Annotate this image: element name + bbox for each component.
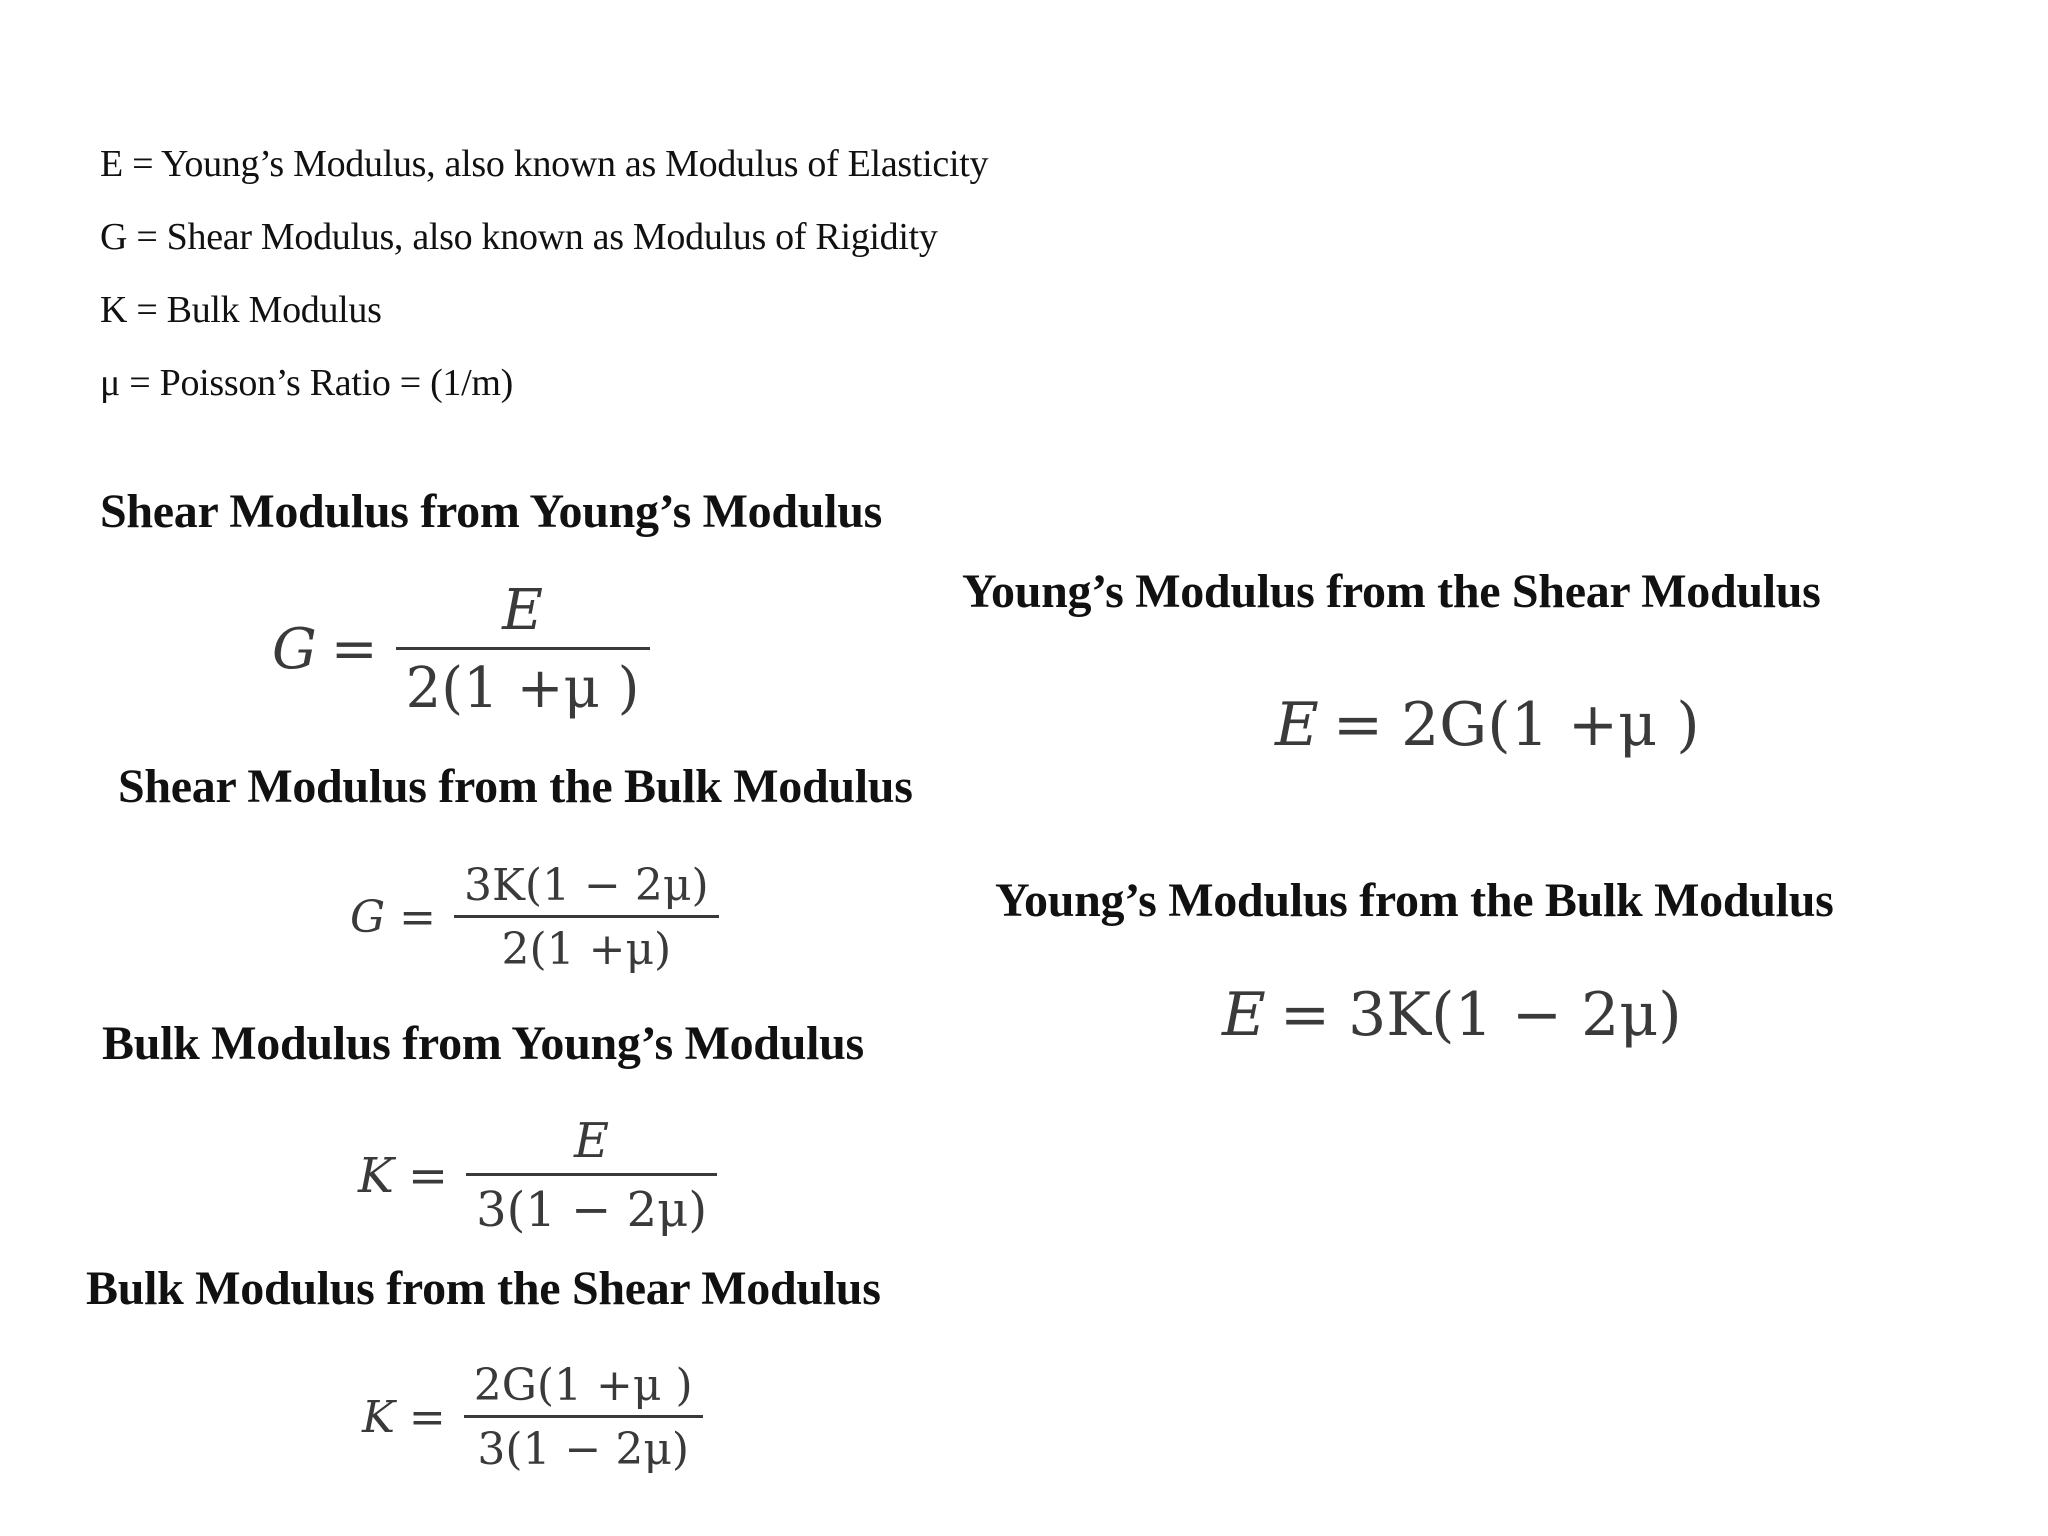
heading-shear-from-bulk: Shear Modulus from the Bulk Modulus [118, 760, 913, 813]
equation-rhs: 2G(1 +μ ) [1401, 690, 1700, 760]
fraction [466, 1113, 717, 1238]
definition-poisson-ratio: μ = Poisson’s Ratio = (1/m) [100, 362, 513, 404]
equation-lhs: G [272, 617, 317, 682]
fraction-bar [466, 1173, 717, 1176]
equation-operator: = [399, 892, 437, 943]
definition-bulk-modulus: K = Bulk Modulus [100, 289, 382, 331]
equation-lhs: K [358, 1147, 394, 1204]
fraction-numerator: 3K(1 − 2μ) [464, 860, 709, 911]
fraction-bar [396, 647, 650, 650]
equation-lhs: E [1222, 980, 1266, 1050]
equation-rhs: 3K(1 − 2μ) [1348, 980, 1682, 1050]
equation-operator: = [408, 1392, 446, 1443]
equation-young-from-bulk [1222, 980, 1682, 1050]
heading-bulk-from-shear: Bulk Modulus from the Shear Modulus [86, 1262, 881, 1315]
heading-young-from-bulk: Young’s Modulus from the Bulk Modulus [995, 874, 1834, 927]
heading-shear-from-young: Shear Modulus from Young’s Modulus [100, 485, 882, 538]
fraction [464, 1360, 703, 1475]
equation-lhs: E [1275, 690, 1319, 760]
definition-shear-modulus: G = Shear Modulus, also known as Modulus of Rigidity [100, 216, 938, 258]
heading-young-from-shear: Young’s Modulus from the Shear Modulus [962, 565, 1821, 618]
fraction-numerator: 2G(1 +μ ) [473, 1360, 693, 1411]
equation-lhs: K [362, 1392, 395, 1443]
fraction-denominator: 3(1 − 2μ) [477, 1424, 690, 1475]
equation-operator: = [1332, 690, 1384, 760]
fraction-numerator: E [574, 1113, 610, 1169]
equation-lhs: G [350, 892, 386, 943]
fraction [396, 578, 650, 721]
fraction-bar [464, 1415, 703, 1418]
heading-bulk-from-young: Bulk Modulus from Young’s Modulus [102, 1017, 864, 1070]
equation-shear-from-bulk [350, 860, 719, 975]
fraction-denominator: 2(1 +μ ) [405, 656, 640, 721]
equation-operator: = [1279, 980, 1331, 1050]
fraction-bar [454, 915, 719, 918]
fraction-denominator: 3(1 − 2μ) [476, 1182, 708, 1238]
equation-operator: = [330, 617, 378, 682]
definition-young-modulus: E = Young’s Modulus, also known as Modulus of Elasticity [100, 143, 989, 185]
equation-bulk-from-shear [362, 1360, 703, 1475]
fraction-denominator: 2(1 +μ) [501, 924, 672, 975]
fraction-numerator: E [502, 578, 544, 643]
equation-bulk-from-young [358, 1113, 717, 1238]
equation-operator: = [407, 1147, 449, 1204]
equation-young-from-shear [1275, 690, 1700, 760]
equation-shear-from-young [272, 578, 650, 721]
fraction [454, 860, 719, 975]
